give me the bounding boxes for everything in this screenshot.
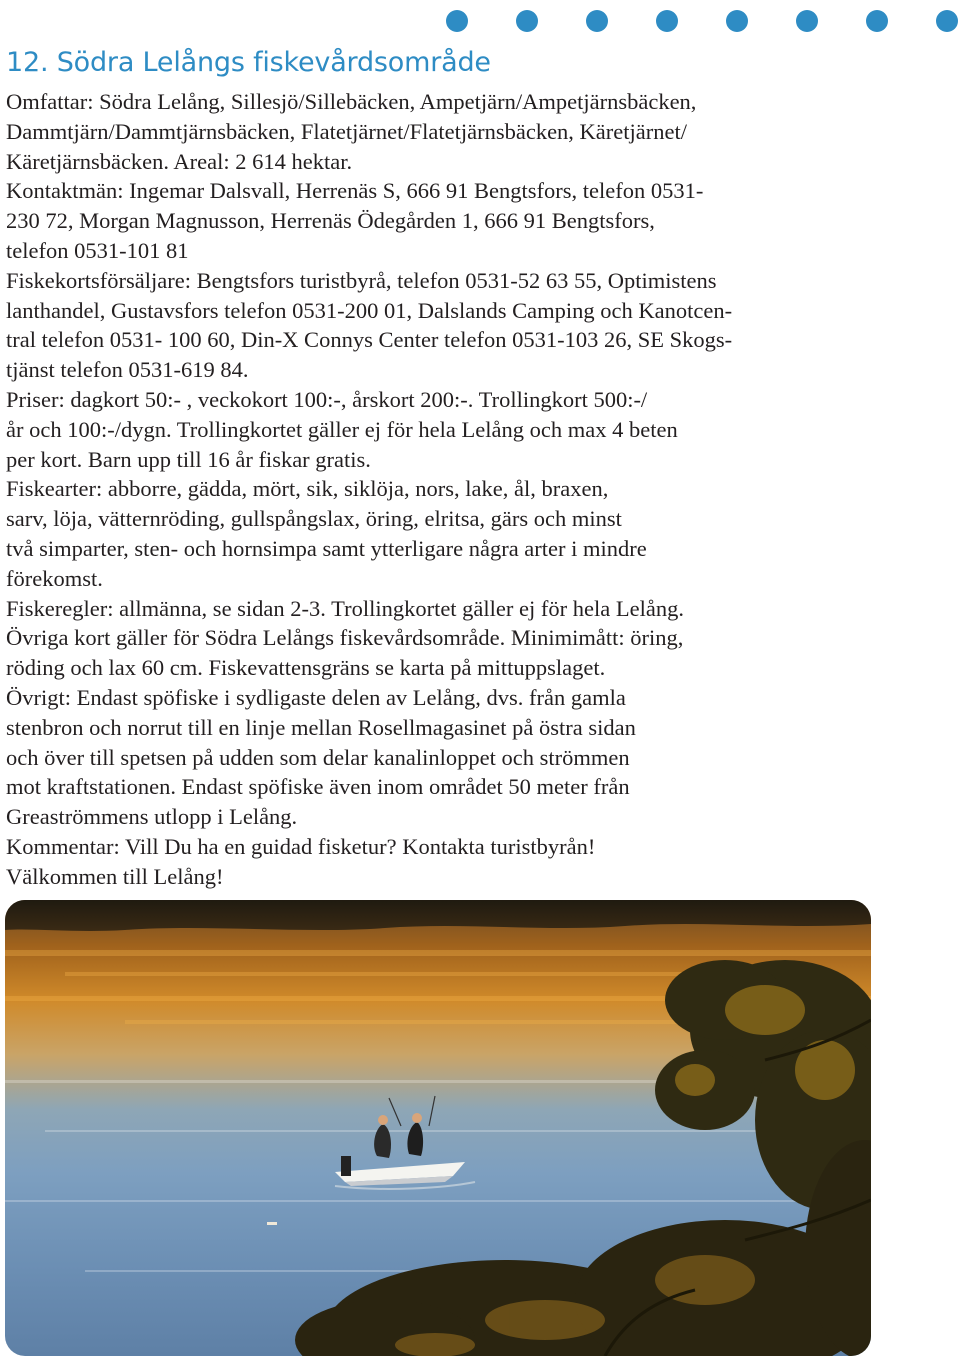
text-line: Priser: dagkort 50:- , veckokort 100:-, årskort 200:-. Trollingkort 500:-/ bbox=[6, 386, 648, 412]
text-line: stenbron och norrut till en linje mellan Rosellmagasinet på östra sidan bbox=[6, 714, 636, 740]
text-line: sarv, löja, vätternröding, gullspångslax, öring, elritsa, gärs och minst bbox=[6, 506, 622, 532]
dot-icon bbox=[586, 10, 608, 32]
text-line: mot kraftstationen. Endast spöfiske även inom området 50 meter från bbox=[6, 774, 630, 800]
text-line: Fiskekortsförsäljare: Bengtsfors turistbyrå, telefon 0531-52 63 55, Optimistens bbox=[6, 267, 717, 293]
text-line: förekomst. bbox=[6, 565, 103, 591]
dot-icon bbox=[866, 10, 888, 32]
text-line: Fiskeregler: allmänna, se sidan 2-3. Trollingkortet gäller ej för hela Lelång. bbox=[6, 595, 684, 621]
lake-fishing-boat-photo bbox=[5, 900, 871, 1356]
text-line: år och 100:-/dygn. Trollingkortet gäller ej för hela Lelång och max 4 beten bbox=[6, 416, 678, 442]
text-line: röding och lax 60 cm. Fiskevattensgräns se karta på mittuppslaget. bbox=[6, 655, 606, 681]
text-line: 230 72, Morgan Magnusson, Herrenäs Ödegården 1, 666 91 Bengtsfors, bbox=[6, 208, 655, 234]
text-line: och över till spetsen på udden som delar kanalinloppet och strömmen bbox=[6, 744, 630, 770]
text-line: Käretjärnsbäcken. Areal: 2 614 hektar. bbox=[6, 148, 353, 174]
text-line: per kort. Barn upp till 16 år fiskar gratis. bbox=[6, 446, 371, 472]
text-line: Kontaktmän: Ingemar Dalsvall, Herrenäs S, 666 91 Bengtsfors, telefon 0531- bbox=[6, 178, 704, 204]
text-line: två simparter, sten- och hornsimpa samt ytterligare några arter i mindre bbox=[6, 535, 647, 561]
dot-icon bbox=[656, 10, 678, 32]
text-line: telefon 0531-101 81 bbox=[6, 237, 189, 263]
dot-icon bbox=[726, 10, 748, 32]
dot-icon bbox=[936, 10, 958, 32]
text-line: Välkommen till Lelång! bbox=[6, 863, 224, 889]
text-line: Omfattar: Södra Lelång, Sillesjö/Sillebäcken, Ampetjärn/Ampetjärnsbäcken, bbox=[6, 89, 697, 114]
text-line: Dammtjärn/Dammtjärnsbäcken, Flatetjärnet/Flatetjärnsbäcken, Käretjärnet/ bbox=[6, 118, 687, 144]
text-line: Fiskearter: abborre, gädda, mört, sik, siklöja, nors, lake, ål, braxen, bbox=[6, 476, 609, 502]
text-line: lanthandel, Gustavsfors telefon 0531-200 01, Dalslands Camping och Kanotcen- bbox=[6, 297, 733, 323]
text-line: Övrigt: Endast spöfiske i sydligaste delen av Lelång, dvs. från gamla bbox=[6, 684, 626, 710]
page-title: 12. Södra Lelångs fiskevårdsområde bbox=[6, 47, 491, 78]
dot-icon bbox=[796, 10, 818, 32]
text-line: tjänst telefon 0531-619 84. bbox=[6, 357, 249, 383]
article-body bbox=[6, 87, 946, 892]
dot-icon bbox=[516, 10, 538, 32]
text-line: Greaströmmens utlopp i Lelång. bbox=[6, 804, 298, 830]
text-line: tral telefon 0531- 100 60, Din-X Connys Center telefon 0531-103 26, SE Skogs- bbox=[6, 327, 733, 353]
dot-icon bbox=[446, 10, 468, 32]
text-line: Övriga kort gäller för Södra Lelångs fiskevårdsområde. Minimimått: öring, bbox=[6, 625, 684, 651]
decorative-dots bbox=[0, 10, 960, 34]
text-line: Kommentar: Vill Du ha en guidad fisketur? Kontakta turistbyrån! bbox=[6, 833, 596, 859]
